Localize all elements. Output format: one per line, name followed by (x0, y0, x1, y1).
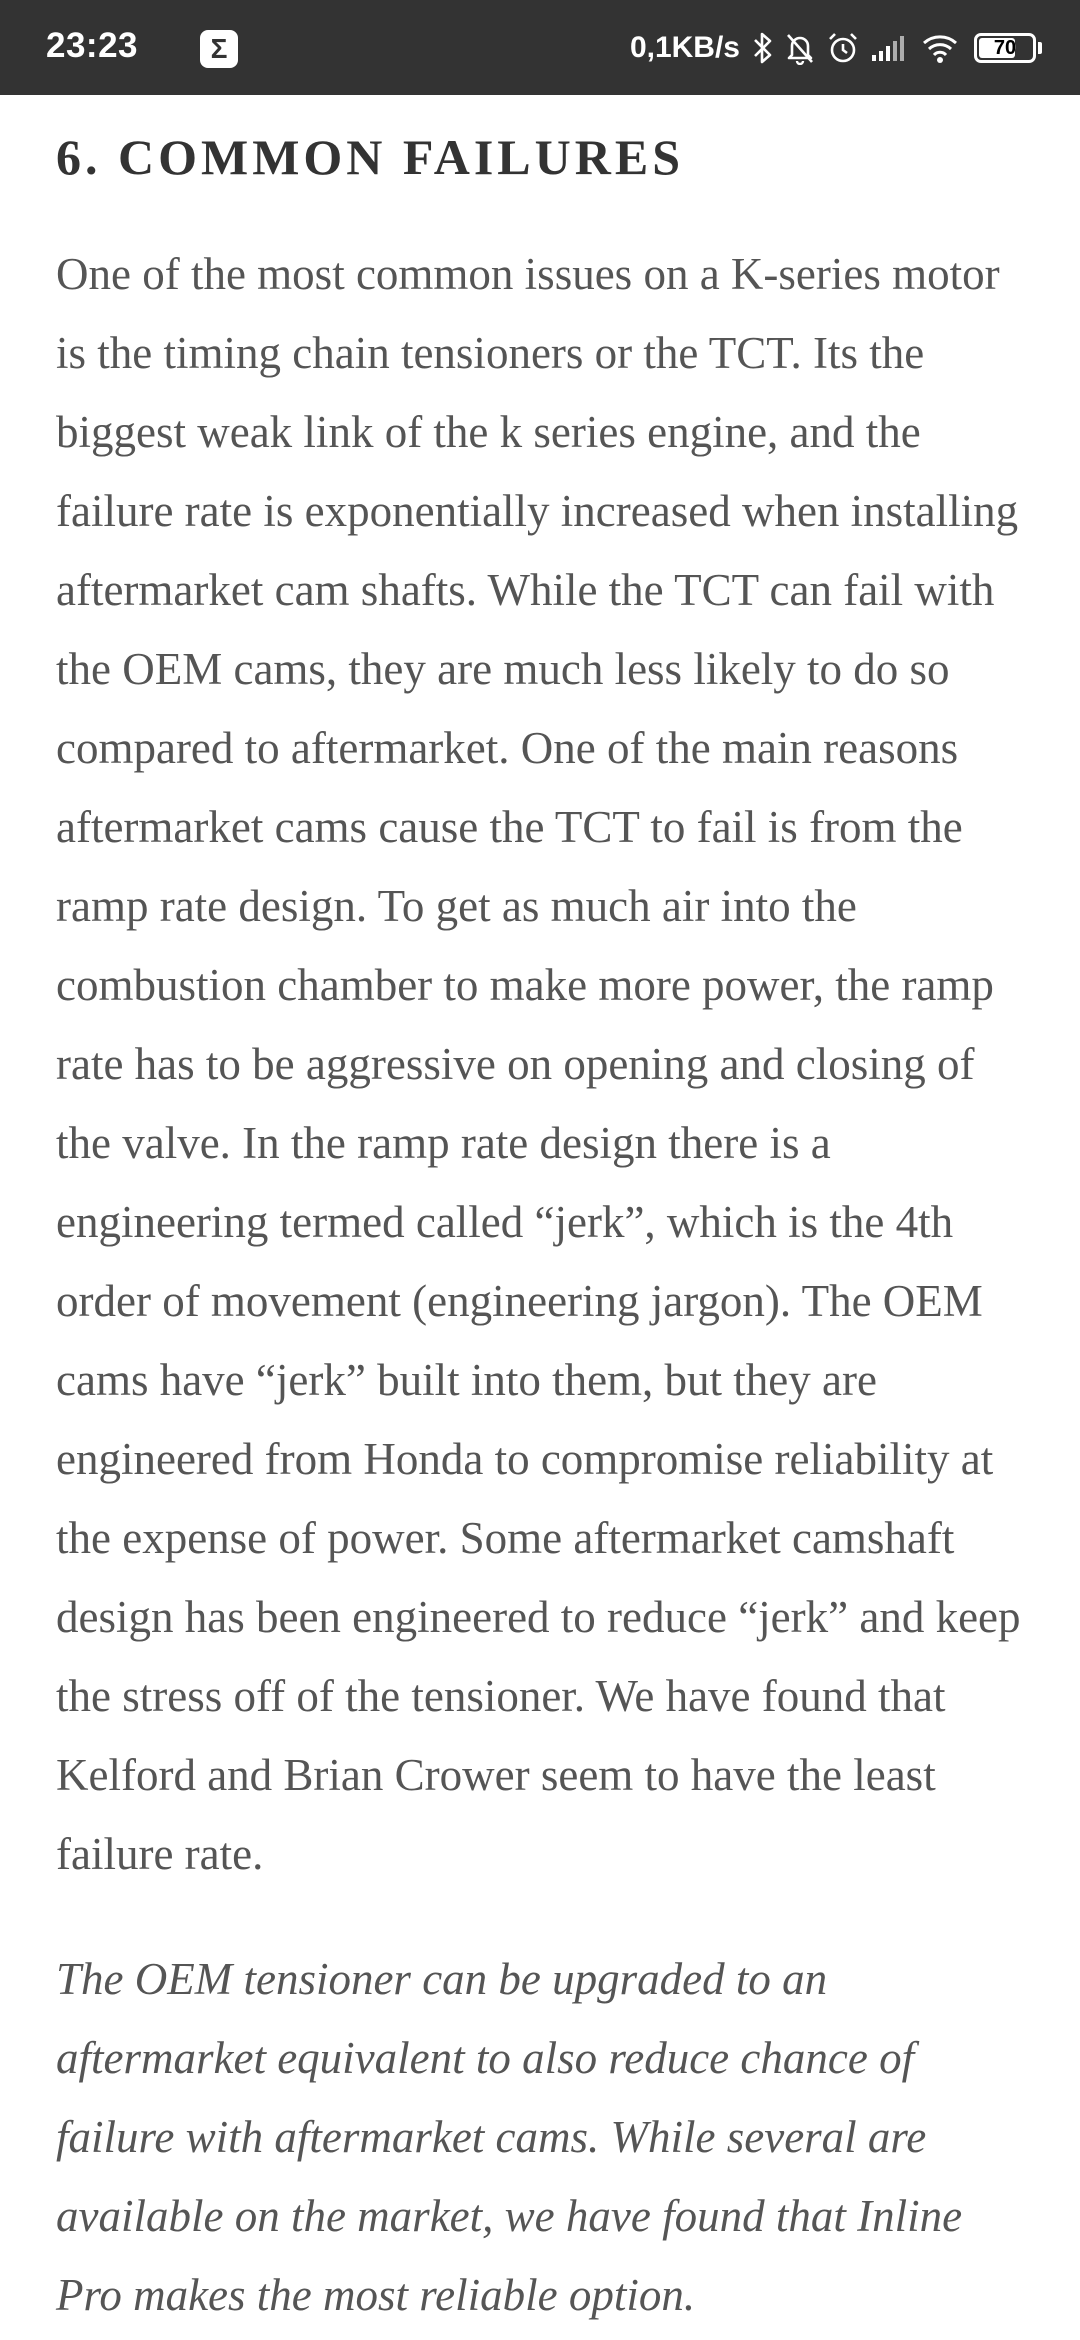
sigma-app-icon: Σ (200, 30, 238, 68)
wifi-icon (920, 31, 960, 65)
status-right-group (630, 22, 1042, 74)
section-heading: 6. COMMON FAILURES (56, 129, 685, 185)
alarm-icon (826, 31, 860, 65)
status-time: 23:23 (46, 26, 139, 65)
battery-percent: 70 (993, 36, 1017, 59)
article-content (56, 95, 1036, 2335)
network-speed: 0,1KB/s (629, 31, 740, 64)
body-paragraph: One of the most common issues on a K-series motor is the timing chain tensioners or the TCT. Its the biggest weak link of the k series engine, and the failure rate is exponentially increased when installing aftermarket cam shafts. While the TCT can fail with the OEM cams, they are much less likely to do so compared to aftermarket. One of the main reasons aftermarket cams cause the TCT to fail is from the ramp rate design. To get as much air into the combustion chamber to make more power, the ramp rate has to be aggressive on opening and closing of the valve. In the ramp rate design there is a engineering termed called “jerk”, which is the 4th order of movement (engineering jargon). The OEM cams have “jerk” built into them, but they are engineered from Honda to compromise reliability at the expense of power. Some aftermarket camshaft design has been engineered to reduce “jerk” and keep the stress off of the tensioner. We have found that Kelford and Brian Crower seem to have the least failure rate. (56, 249, 1021, 1879)
battery-cap (1038, 42, 1042, 54)
mute-bell-icon (784, 31, 816, 65)
bluetooth-icon (752, 31, 774, 65)
italic-note-paragraph: The OEM tensioner can be upgraded to an aftermarket equivalent to also reduce chance of failure with aftermarket cams. While several are available on the market, we have found that Inline Pro makes the most reliable option. (56, 1954, 963, 2320)
battery-indicator (974, 33, 1036, 63)
status-bar (0, 0, 1080, 95)
cellular-signal-icon (870, 31, 910, 65)
